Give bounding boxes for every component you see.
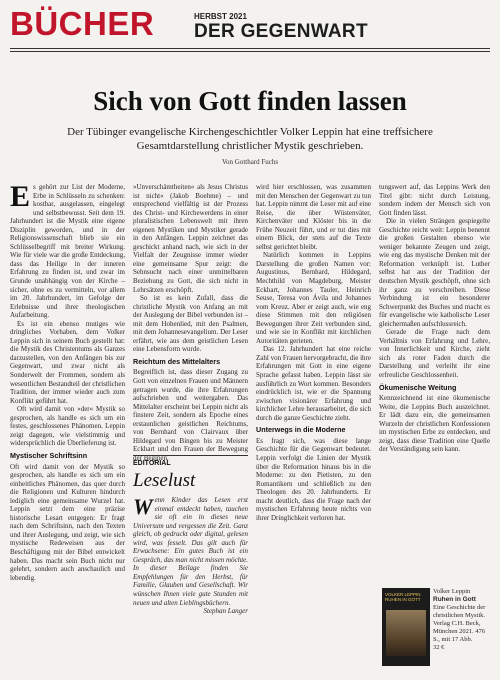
masthead-brand: BÜCHER <box>10 5 155 42</box>
paragraph: So ist es kein Zufall, dass die christliche Mystik von Anfang an mit der Auslegung der Bibel verbunden ist – mit dem Hohenlied, mit den Psalmen, mit dem Johannesevangelium. Der Leser erfährt, wie aus dem geistlichen Lesen eine Lebensform wurde. <box>133 294 248 354</box>
editorial-signature: Stephan Langer <box>203 607 248 616</box>
book-description: Eine Geschichte der christlichen Mystik. Verlag C.H. Beck, München 2021. 476 S., mit 17 Abb. <box>433 604 486 643</box>
paragraph: Es gehört zur List der Moderne, Erbe in Schlüsseln zu schenken: kostbar, ausgelassen, eingelegt und selbstbewusst. Seit dem 19. Jahrhundert ist die Mystik eine eigene Disziplin geworden, und in der Religionswissenschaft blieb sie ein Schlüsselbegriff mit breiter Wirkung. Wie für viele war die große Entdeckung, dass das Heilige in der inneren Erfahrung zu finden ist, und zwar im Grunde unabhängig von der Kirche – sicher, ohne es zu vermitteln, vor allem im 20. Jahrhundert, im Gefolge der Erlebnisse und ihrer theologischen Aufarbeitung. <box>10 180 125 320</box>
paragraph: Oft wird damit von »der« Mystik so gesprochen, als handle es sich um ein festes, geschlossenes Phänomen. Leppin zeigt dagegen, wie vielstimmig und widersprüchlich die Überlieferung ist. <box>10 405 125 448</box>
dropcap: W <box>133 494 153 519</box>
paragraph: Das 12. Jahrhundert hat eine reiche Zahl von Frauen hervorgebracht, die ihre Erfahrungen mit Gott in eine eigene Sprache gefasst haben. Leppin lässt sie ausführlich zu Wort kommen. Besonders eindrücklich ist, wie er die Spannung zwischen visionärer Erfahrung und kirchlicher Lehre herausarbeitet, die sich durch die ganze Geschichte zieht. <box>256 345 371 422</box>
book-author: Volker Leppin <box>433 588 471 595</box>
paragraph: Es ist ein ebenso mutiges wie dringliches Vorhaben, dem Volker Leppin sich in seinem Buch gestellt hat: die Mystik des Christentums als Ganzes darzustellen, von den Anfängen bis zur Gegenwart, und zwar nicht als Sonderwelt der Frommen, sondern als wesentlichen Bestandteil der christlichen Tradition, der immer wieder auch zum Konflikt geführt hat. <box>10 319 125 405</box>
book-price: 32 € <box>433 644 445 651</box>
masthead <box>10 6 490 46</box>
article-column-2 <box>133 183 248 462</box>
paragraph: Kennzeichnend ist eine ökumenische Weite, die Leppins Buch auszeichnet. Er lädt dazu ein, die gemeinsamen Wurzeln der christlichen Konfessionen im mystischen Erbe zu entdecken, und zeigt, dass diese Tradition eine Quelle der Verständigung sein kann. <box>379 394 490 454</box>
book-cover-illustration <box>386 610 426 656</box>
article-column-4 <box>379 183 490 583</box>
book-info <box>433 588 491 652</box>
section-heading: Unterwegs in die Moderne <box>256 425 346 435</box>
article-column-3 <box>256 183 371 671</box>
paragraph: Es fragt sich, was diese lange Geschichte für die Gegenwart bedeutet. Leppin verfolgt die Linien der Mystik über die Reformation hinaus bis in die Moderne: zu den Pietisten, zu den Romantikern und schließlich zu den Theologen des 20. Jahrhunderts. Er macht deutlich, dass die Frage nach der mystischen Erfahrung heute nichts von ihrer Dringlichkeit verloren hat. <box>256 436 371 522</box>
article-column-1 <box>10 180 125 671</box>
paragraph: tungswert auf, das Leppins Werk den Titel gibt: nicht durch Leistung, sondern indem der Mensch sich von Gott finden lässt. <box>379 183 490 217</box>
book-cover-title: VOLKER LEPPIN RUHEN IN GOTT <box>385 592 421 602</box>
editorial-label: EDITORIAL <box>133 460 171 467</box>
masthead-rule-bottom <box>10 51 490 52</box>
article-subtitle: Der Tübinger evangelische Kirchengeschichtler Volker Leppin hat eine treffsichere Gesamtdarstellung christlicher Mystik geschrieben. <box>67 126 433 152</box>
section-heading: Mystischer Schriftsinn <box>10 450 88 460</box>
paragraph: Oft wird damit von der Mystik so gesprochen, als handle es sich um ein einheitliches Phänomen, das quer durch die Religionen und Kulturen hindurch lediglich eine gemeinsame Wurzel hat. Leppin setzt dem eine präzise historische Lesart entgegen: Er fragt nach dem Schriftsinn, nach den Texten und ihrer Auslegung, und zeigt, wie sich mystische Redeweisen aus der Beschäftigung mit der Bibel entwickelt haben. Das macht sein Buch nicht nur gelehrt, sondern auch anschaulich und lebendig. <box>10 462 125 582</box>
dropcap: E <box>10 180 31 213</box>
book-title: Ruhen in Gott <box>433 596 476 603</box>
editorial-box <box>133 455 248 672</box>
paragraph: wird hier erschlossen, was zusammen mit den Menschen der Gegenwart zu tun hat. Leppin nimmt die Leser mit auf eine Reise, die über Wüstenväter, Kirchenväter und Klöster bis in die Frühe Neuzeit führt, und er tut dies mit einem Blick, der stets auf die Texte selbst gerichtet bleibt. <box>256 183 371 251</box>
article-title: Sich von Gott finden lassen <box>93 86 407 116</box>
editorial-title: Leselust <box>133 470 196 491</box>
masthead-edition: HERBST 2021 <box>194 12 247 21</box>
masthead-section: DER GEGENWART <box>194 21 368 42</box>
paragraph: Die in vielen Strängen gespiegelte Geschichte reicht weit: Leppin benennt die großen Gestalten ebenso wie weniger bekannte Zeugen und zeigt, wie eng das mystische Denken mit der Reformation verknüpft ist. Luther selbst hat aus der Tradition der deutschen Mystik geschöpft, ohne sich ihr ganz zu verschreiben. Diese Verbindung ist ein besonderer Schwerpunkt des Buches und macht es für evangelische wie katholische Leser gleichermaßen aufschlussreich. <box>379 217 490 328</box>
paragraph: Natürlich kommen in Leppins Darstellung die großen Namen vor: Augustinus, Bernhard, Hildegard, Mechthild von Magdeburg, Meister Eckhart, Johannes Tauler, Heinrich Seuse, Teresa von Ávila und Johannes vom Kreuz. Aber er zeigt auch, wie eng diese Stimmen mit den religiösen Bewegungen ihrer Zeit verbunden sind, und wie sie in Konflikt mit kirchlichen Autoritäten gerieten. <box>256 251 371 345</box>
masthead-rule-top <box>10 48 490 49</box>
book-cover-image <box>382 588 430 666</box>
editorial-text: Wenn Kinder das Lesen erst einmal entdeckt haben, tauchen sie oft ein in dieses neue Universum und vergessen die Zeit. Ganz gleich, ob gedruckt oder digital, gelesen wird, was fesselt. Das gilt auch für Erwachsene: Ein gutes Buch ist ein Gespräch, das man nicht missen möchte. In dieser Beilage finden Sie Empfehlungen für den Herbst, für Familie, Glauben und Gesellschaft. Wir wünschen Ihnen viele gute Stunden mit neuen und alten Lieblingsbüchern. <box>133 494 248 607</box>
paragraph: Gerade die Frage nach dem Verhältnis von Erfahrung und Lehre, von Innerlichkeit und Kirche, zieht sich als roter Faden durch die Darstellung und verleiht ihr eine erfreuliche Geschlossenheit. <box>379 328 490 380</box>
article-byline: Von Gotthard Fuchs <box>221 158 279 166</box>
section-heading: Ökumenische Weitung <box>379 382 457 392</box>
section-heading: Reichtum des Mittelalters <box>133 356 221 366</box>
paragraph: Begreiflich ist, dass dieser Zugang zu Gott von einzelnen Frauen und Männern getragen wurde, die ihre Erfahrungen aufschrieben und weitergaben. Das Mittelalter erscheint bei Leppin nicht als finstere Zeit, sondern als Epoche eines erstaunlichen geistlichen Reichtums, von Bernhard von Clairvaux über Hildegard von Bingen bis zu Meister Eckhart und den Frauen der Bewegung der Beginen. <box>133 368 248 462</box>
paragraph: »Unverschämtheiten« als Jesus Christus ist nicht« (Jakob Boehme) – und entsprechend vielfältig ist der Prozess des Christ- und Kirchewerdens in einer pluralistischen Lebenswelt mit ihren eigenen Mystiken und Mystiker gerade in den Anfängen. Leppin zeichnet das geschickt anhand nach, wie sich in der Vielfalt der Zeugnisse immer wieder eine gemeinsame Spur zeigt: die Sehnsucht nach einer unmittelbaren Beziehung zu Gott, die sich nicht in Lehrsätzen erschöpft. <box>133 183 248 294</box>
